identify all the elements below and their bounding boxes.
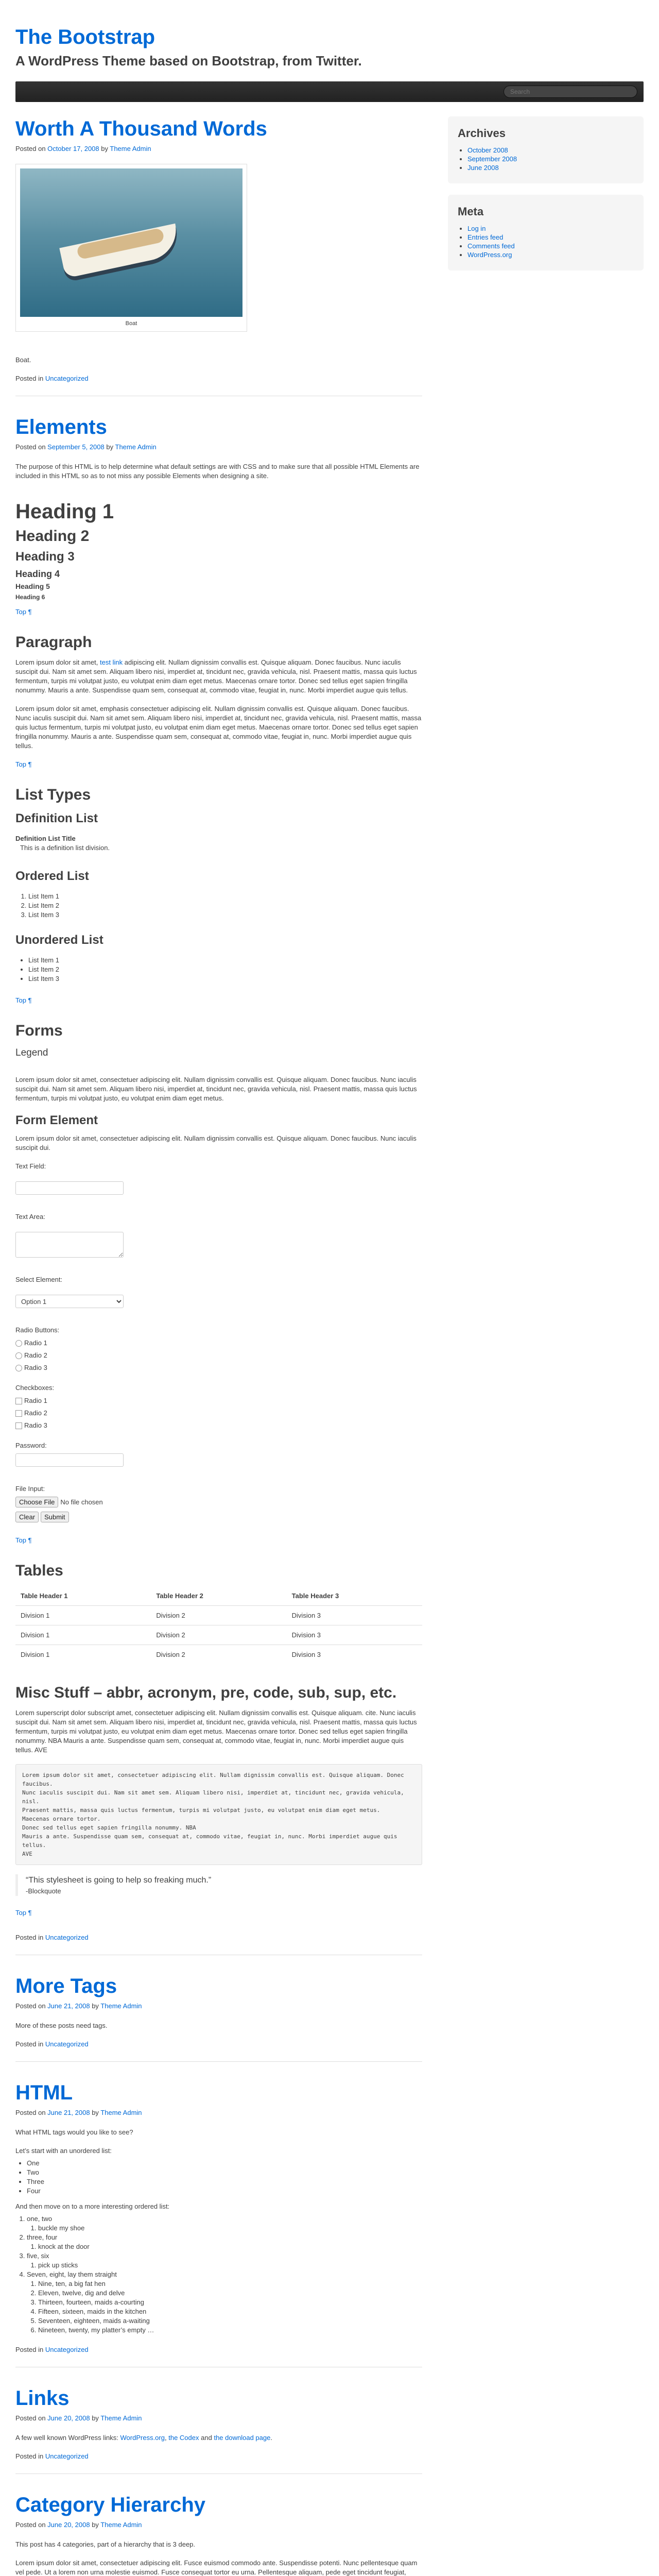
links-text: A few well known WordPress links: xyxy=(15,2434,118,2442)
list-item xyxy=(27,2233,422,2251)
list-item: 1. List Item 1 xyxy=(28,892,422,901)
radio-button[interactable] xyxy=(15,1352,22,1359)
by-label: by xyxy=(92,2109,99,2116)
boat-image xyxy=(20,168,242,317)
select-label: Select Element: xyxy=(15,1276,63,1283)
table-row xyxy=(15,1625,422,1645)
list-item: 1. Nine, ten, a big fat hen xyxy=(38,2279,422,2289)
list-types-heading: List Types xyxy=(15,786,91,803)
by-label: by xyxy=(106,443,114,451)
table-cell: Division 1 xyxy=(15,1645,151,1665)
table-cell: Division 3 xyxy=(287,1625,422,1645)
post-elements xyxy=(15,415,422,1942)
top-link[interactable]: Top ¶ xyxy=(15,760,32,768)
heading-6: Heading 6 xyxy=(15,594,45,601)
html-ordered-intro: And then move on to a more interesting ordered list: xyxy=(15,2202,170,2210)
checkbox-option[interactable] xyxy=(15,1395,422,1407)
posted-in-label: Posted in xyxy=(15,2452,44,2460)
forms-paragraph: Lorem ipsum dolor sit amet, consectetuer adipiscing elit. Nullam dignissim convallis est. Quisque aliquam. Donec faucibus. Nunc iaculis suscipit dui. Nam sit amet sem. Aliquam libero nisi, imperdiet at, tincidunt nec, gravida vehicula, nisl. Praesent mattis, massa quis luctus fermentum, turpis mi volutpat justo, eu volutpat enim diam eget metus. xyxy=(15,1076,417,1102)
unordered-list-heading: Unordered List xyxy=(15,933,103,947)
list-item: • List Item 1 xyxy=(28,956,422,965)
codex-link[interactable]: the Codex xyxy=(168,2434,199,2442)
table-cell: Division 3 xyxy=(287,1606,422,1625)
select-element[interactable] xyxy=(15,1295,124,1308)
category-link[interactable]: Uncategorized xyxy=(45,2346,89,2353)
html-question: What HTML tags would you like to see? xyxy=(15,2128,133,2136)
main-content xyxy=(15,116,422,2576)
image-figure xyxy=(15,164,247,332)
list-item xyxy=(467,146,634,155)
radio-button[interactable] xyxy=(15,1340,22,1347)
posted-in-label: Posted in xyxy=(15,2346,44,2353)
clear-button[interactable]: Clear xyxy=(15,1512,39,1522)
radio-label: Radio 2 xyxy=(24,1351,47,1359)
checkbox-option[interactable] xyxy=(15,1419,422,1432)
list-item-text: Seven, eight, lay them straight xyxy=(27,2270,117,2278)
definition-description: This is a definition list division. xyxy=(20,844,110,852)
radio-option[interactable] xyxy=(15,1337,422,1349)
file-input xyxy=(15,1497,422,1507)
post-author-link[interactable]: Theme Admin xyxy=(100,2414,142,2422)
table-cell: Division 2 xyxy=(151,1606,286,1625)
list-item: 2. List Item 2 xyxy=(28,901,422,910)
archive-link[interactable]: June 2008 xyxy=(467,164,499,172)
radio-option[interactable] xyxy=(15,1362,422,1374)
post-body: Boat. xyxy=(15,356,31,364)
table-header-row xyxy=(15,1586,422,1606)
by-label: by xyxy=(92,2002,99,2010)
submit-button[interactable]: Submit xyxy=(41,1512,68,1522)
unordered-list xyxy=(28,956,422,984)
post-worth-a-thousand-words xyxy=(15,116,422,383)
post-date-link[interactable]: June 20, 2008 xyxy=(47,2414,90,2422)
top-link[interactable]: Top ¶ xyxy=(15,1909,32,1917)
list-item xyxy=(27,2251,422,2270)
search-input[interactable] xyxy=(504,86,637,98)
post-html xyxy=(15,2080,422,2354)
archive-link[interactable]: September 2008 xyxy=(467,155,517,163)
post-meta xyxy=(15,144,422,154)
post-categories xyxy=(15,2040,422,2049)
post-meta xyxy=(15,443,422,452)
no-file-text: No file chosen xyxy=(60,1498,103,1506)
post-date-link[interactable]: June 21, 2008 xyxy=(47,2002,90,2010)
checkbox-label: Radio 2 xyxy=(24,1409,47,1417)
list-item xyxy=(467,233,634,242)
post-meta xyxy=(15,2002,422,2011)
post-body: More of these posts need tags. xyxy=(15,2022,108,2029)
post-title-link[interactable]: Elements xyxy=(15,416,107,438)
post-category-hierarchy xyxy=(15,2493,422,2576)
test-link[interactable]: test link xyxy=(100,658,123,666)
post-author-link[interactable]: Theme Admin xyxy=(100,2002,142,2010)
list-item xyxy=(467,163,634,172)
list-item xyxy=(27,2270,422,2335)
by-label: by xyxy=(92,2521,99,2529)
post-more-tags xyxy=(15,1974,422,2049)
list-item xyxy=(467,242,634,250)
checkbox-label: Radio 3 xyxy=(24,1421,47,1429)
blockquote xyxy=(15,1874,422,1896)
table-cell: Division 3 xyxy=(287,1645,422,1665)
list-item: 3. Thirteen, fourteen, maids a-courting xyxy=(38,2298,422,2307)
post-meta xyxy=(15,2108,422,2117)
password-input[interactable] xyxy=(15,1453,124,1467)
choose-file-button[interactable]: Choose File xyxy=(15,1497,58,1507)
links-paragraph xyxy=(15,2433,422,2443)
posted-on-label: Posted on xyxy=(15,2109,46,2116)
forms-heading: Forms xyxy=(15,1022,63,1039)
definition-list-heading: Definition List xyxy=(15,811,98,825)
category-link[interactable]: Uncategorized xyxy=(45,375,89,382)
post-title-link[interactable]: Worth A Thousand Words xyxy=(15,117,267,140)
heading-4: Heading 4 xyxy=(15,569,60,579)
hierarchy-intro: This post has 4 categories, part of a hierarchy that is 3 deep. xyxy=(15,2540,196,2548)
list-item-text: three, four xyxy=(27,2233,58,2241)
paragraph-heading: Paragraph xyxy=(15,634,92,651)
checkbox[interactable] xyxy=(15,1422,22,1429)
page-wrapper xyxy=(15,0,644,2576)
list-item: 1. buckle my shoe xyxy=(38,2224,422,2233)
list-item: 3. List Item 3 xyxy=(28,910,422,920)
post-title-link[interactable]: HTML xyxy=(15,2081,73,2104)
list-item xyxy=(27,2214,422,2233)
comments-feed-link[interactable]: Comments feed xyxy=(467,242,515,250)
heading-2: Heading 2 xyxy=(15,528,90,545)
list-item: 6. Nineteen, twenty, my platter’s empty … xyxy=(38,2326,422,2335)
post-separator xyxy=(15,2061,422,2062)
list-item-text: five, six xyxy=(27,2252,49,2260)
list-item: • Three xyxy=(27,2177,422,2187)
posted-on-label: Posted on xyxy=(15,443,46,451)
table-cell: Division 1 xyxy=(15,1606,151,1625)
post-categories xyxy=(15,374,422,383)
text-field-input[interactable] xyxy=(15,1181,124,1195)
definition-title: Definition List Title xyxy=(15,835,76,842)
tables-heading: Tables xyxy=(15,1562,63,1579)
list-item: 1. pick up sticks xyxy=(38,2261,422,2270)
top-link[interactable]: Top ¶ xyxy=(15,608,32,616)
list-item: 4. Fifteen, sixteen, maids in the kitchen xyxy=(38,2307,422,2316)
text-field-label: Text Field: xyxy=(15,1162,46,1170)
list-item: 2. Eleven, twelve, dig and delve xyxy=(38,2289,422,2298)
table-cell: Division 2 xyxy=(151,1625,286,1645)
list-item-text: one, two xyxy=(27,2215,53,2223)
quote-text: “This stylesheet is going to help so freaking much.” xyxy=(26,1876,212,1885)
log-in-link[interactable]: Log in xyxy=(467,225,486,232)
radio-label: Radio 1 xyxy=(24,1339,47,1347)
meta-title: Meta xyxy=(458,205,484,218)
radio-button[interactable] xyxy=(15,1365,22,1371)
navbar xyxy=(15,81,644,102)
form-buttons xyxy=(15,1512,422,1522)
table-row xyxy=(15,1645,422,1665)
post-links xyxy=(15,2386,422,2461)
paragraph-2: Lorem ipsum dolor sit amet, emphasis consectetuer adipiscing elit. Nullam dignissim convallis est. Quisque aliquam. Donec faucibus. Nunc iaculis suscipit dui. Nam sit amet sem. Aliquam libero nisi, imperdiet at, tincidunt nec, gravida vehicula, nisl. Praesent mattis, massa quis luctus fermentum, turpis mi volutpat justo, eu volutpat enim diam eget metus. Maecenas ornare tortor. Donec sed tellus eget sapien fringilla nonummy. Mauris a ante. Suspendisse quam sem, consequat at, commodo vitae, feugiat in, nunc. Morbi imperdiet augue quis tellus. xyxy=(15,705,422,750)
wordpress-org-link[interactable]: WordPress.org xyxy=(120,2434,165,2442)
site-header xyxy=(15,0,644,81)
nested-ordered-list xyxy=(27,2214,422,2335)
list-item: • One xyxy=(27,2159,422,2168)
post-date-link[interactable]: June 21, 2008 xyxy=(47,2109,90,2116)
radio-label: Radio 3 xyxy=(24,1364,47,1371)
heading-1: Heading 1 xyxy=(15,500,114,523)
password-label: Password: xyxy=(15,1442,47,1449)
list-item: • List Item 2 xyxy=(28,965,422,974)
heading-3: Heading 3 xyxy=(15,550,75,564)
post-date-link[interactable]: June 20, 2008 xyxy=(47,2521,90,2529)
post-meta xyxy=(15,2414,422,2423)
posted-on-label: Posted on xyxy=(15,145,46,152)
posted-on-label: Posted on xyxy=(15,2521,46,2529)
radio-group xyxy=(15,1337,422,1374)
form-element-paragraph: Lorem ipsum dolor sit amet, consectetuer adipiscing elit. Nullam dignissim convallis est. Quisque aliquam. Donec faucibus. Nunc iaculis suscipit dui. xyxy=(15,1134,417,1151)
form-element-heading: Form Element xyxy=(15,1113,98,1127)
sidebar xyxy=(448,116,644,2576)
image-caption: Boat xyxy=(125,320,137,327)
radio-option[interactable] xyxy=(15,1349,422,1362)
radio-buttons-label: Radio Buttons: xyxy=(15,1326,60,1334)
heading-5: Heading 5 xyxy=(15,582,50,590)
list-item: • Two xyxy=(27,2168,422,2177)
ordered-list xyxy=(28,892,422,920)
list-item xyxy=(467,224,634,233)
post-date-link[interactable]: September 5, 2008 xyxy=(47,443,105,451)
table-cell: Division 2 xyxy=(151,1645,286,1665)
posted-in-label: Posted in xyxy=(15,375,44,382)
posted-on-label: Posted on xyxy=(15,2414,46,2422)
post-title-link[interactable]: Links xyxy=(15,2387,70,2410)
file-input-label: File Input: xyxy=(15,1485,45,1493)
checkbox[interactable] xyxy=(15,1398,22,1404)
archive-link[interactable]: October 2008 xyxy=(467,146,508,154)
post-categories xyxy=(15,2452,422,2461)
top-link[interactable]: Top ¶ xyxy=(15,1536,32,1544)
top-link[interactable]: Top ¶ xyxy=(15,996,32,1004)
by-label: by xyxy=(92,2414,99,2422)
comma: , xyxy=(164,2434,167,2442)
misc-paragraph: Lorem superscript dolor subscript amet, consectetuer adipiscing elit. Nullam dignissim convallis est. Quisque aliquam. cite. Nunc iaculis suscipit dui. Nam sit amet sem. Aliquam libero nisi, imperdiet at, tincidunt nec, gravida vehicula, nisl. Praesent mattis, massa quis luctus fermentum, turpis mi volutpat justo, eu volutpat enim diam eget metus. Maecenas ornare tortor. Donec sed tellus eget sapien fringilla nonummy. NBA Mauris a ante. Suspendisse quam sem, consequat at, commodo vitae, feugiat in, nunc. Morbi imperdiet augue quis tellus. AVE xyxy=(15,1709,417,1754)
content-columns xyxy=(15,116,644,2576)
site-title[interactable]: The Bootstrap xyxy=(15,26,155,48)
list-item: 1. knock at the door xyxy=(38,2242,422,2251)
list-item: • List Item 3 xyxy=(28,974,422,984)
site-description: A WordPress Theme based on Bootstrap, from Twitter. xyxy=(15,53,362,69)
archives-title: Archives xyxy=(458,127,506,140)
elements-intro: The purpose of this HTML is to help determine what default settings are with CSS and to make sure that all possible HTML Elements are included in this HTML so as to not miss any possible Elements when designing a site. xyxy=(15,463,420,480)
list-item xyxy=(467,250,634,259)
post-title-link[interactable]: More Tags xyxy=(15,1975,117,1997)
data-table xyxy=(15,1586,422,1664)
misc-heading: Misc Stuff – abbr, acronym, pre, code, sub, sup, etc. xyxy=(15,1684,397,1701)
posted-in-label: Posted in xyxy=(15,1934,44,1941)
list-item xyxy=(467,155,634,163)
post-meta xyxy=(15,2520,422,2530)
post-author-link[interactable]: Theme Admin xyxy=(100,2109,142,2116)
preformatted-block: Lorem ipsum dolor sit amet, consectetuer adipiscing elit. Nullam dignissim convallis est. Quisque aliquam. Donec faucibus. Nunc iaculis suscipit dui. Nam sit amet sem. Aliquam libero nisi, imperdiet at, tincidunt nec, gravida vehicula, nisl. Praesent mattis, massa quis luctus fermentum, turpis mi volutpat justo, eu volutpat enim diam eget metus. Maecenas ornare tortor. Donec sed tellus eget sapien fringilla nonummy. NBA Mauris a ante. Suspendisse quam sem, consequat at, commodo vitae, feugiat in, nunc. Morbi imperdiet augue quis tellus. AVE xyxy=(15,1764,422,1865)
table-header: Table Header 2 xyxy=(151,1586,286,1606)
text-area-input[interactable] xyxy=(15,1232,124,1258)
download-page-link[interactable]: the download page xyxy=(214,2434,271,2442)
meta-widget xyxy=(448,195,644,270)
unordered-list xyxy=(27,2159,422,2196)
posted-on-label: Posted on xyxy=(15,2002,46,2010)
quote-source: -Blockquote xyxy=(26,1887,61,1895)
checkbox-option[interactable] xyxy=(15,1407,422,1419)
post-author-link[interactable]: Theme Admin xyxy=(100,2521,142,2529)
posted-in-label: Posted in xyxy=(15,2040,44,2048)
text-area-label: Text Area: xyxy=(15,1213,45,1221)
html-intro: Let’s start with an unordered list: xyxy=(15,2147,112,2155)
paragraph-1 xyxy=(15,658,422,695)
boat-image-link[interactable] xyxy=(20,168,242,317)
para-text: Lorem ipsum dolor sit amet, xyxy=(15,658,98,666)
list-item: • Four xyxy=(27,2187,422,2196)
archives-widget xyxy=(448,116,644,183)
checkboxes-label: Checkboxes: xyxy=(15,1384,55,1392)
list-item: 5. Seventeen, eighteen, maids a-waiting xyxy=(38,2316,422,2326)
and-text: and xyxy=(201,2434,212,2442)
checkbox[interactable] xyxy=(15,1410,22,1417)
ordered-list-heading: Ordered List xyxy=(15,869,89,883)
post-title-link[interactable]: Category Hierarchy xyxy=(15,2494,206,2516)
meta-list xyxy=(467,224,634,259)
checkbox-group xyxy=(15,1395,422,1432)
para-text: adipiscing elit. Nullam dignissim convallis est. Quisque aliquam. Donec faucibus. Nunc iaculis suscipit dui. Nam sit amet sem. Aliquam libero nisi, imperdiet at, tincidunt nec, gravida vehicula, nisl. Praesent mattis, massa quis luctus fermentum, turpis mi volutpat justo, eu volutpat enim diam eget metus. Maecenas ornare tortor. Donec sed tellus eget sapien fringilla nonummy. Mauris a ante. Suspendisse quam sem, consequat at, commodo vitae, feugiat in, nunc. Morbi imperdiet augue quis tellus. xyxy=(15,658,417,694)
period: . xyxy=(270,2434,272,2442)
hierarchy-paragraph: Lorem ipsum dolor sit amet, consectetuer adipiscing elit. Fusce euismod commodo ante. Suspendisse potenti. Nunc pellentesque quam vel pede. Ut a lorem non urna molestie euismod. Fusce consequat tortor eu urna. Pellentesque aliquam, pede eget tincidunt feugiat, xyxy=(15,2559,418,2576)
checkbox-label: Radio 1 xyxy=(24,1397,47,1404)
post-categories xyxy=(15,2345,422,2354)
post-separator xyxy=(15,2473,422,2474)
post-author-link[interactable]: Theme Admin xyxy=(115,443,157,451)
table-header: Table Header 3 xyxy=(287,1586,422,1606)
category-link[interactable]: Uncategorized xyxy=(45,2040,89,2048)
table-header: Table Header 1 xyxy=(15,1586,151,1606)
post-author-link[interactable]: Theme Admin xyxy=(110,145,151,152)
entries-feed-link[interactable]: Entries feed xyxy=(467,233,504,241)
definition-list xyxy=(15,834,422,853)
form-legend: Legend xyxy=(15,1047,48,1058)
archives-list xyxy=(467,146,634,172)
post-date-link[interactable]: October 17, 2008 xyxy=(47,145,99,152)
category-link[interactable]: Uncategorized xyxy=(45,1934,89,1941)
table-cell: Division 1 xyxy=(15,1625,151,1645)
wordpress-org-link[interactable]: WordPress.org xyxy=(467,251,512,259)
by-label: by xyxy=(101,145,108,152)
category-link[interactable]: Uncategorized xyxy=(45,2452,89,2460)
post-categories xyxy=(15,1933,422,1942)
table-row xyxy=(15,1606,422,1625)
